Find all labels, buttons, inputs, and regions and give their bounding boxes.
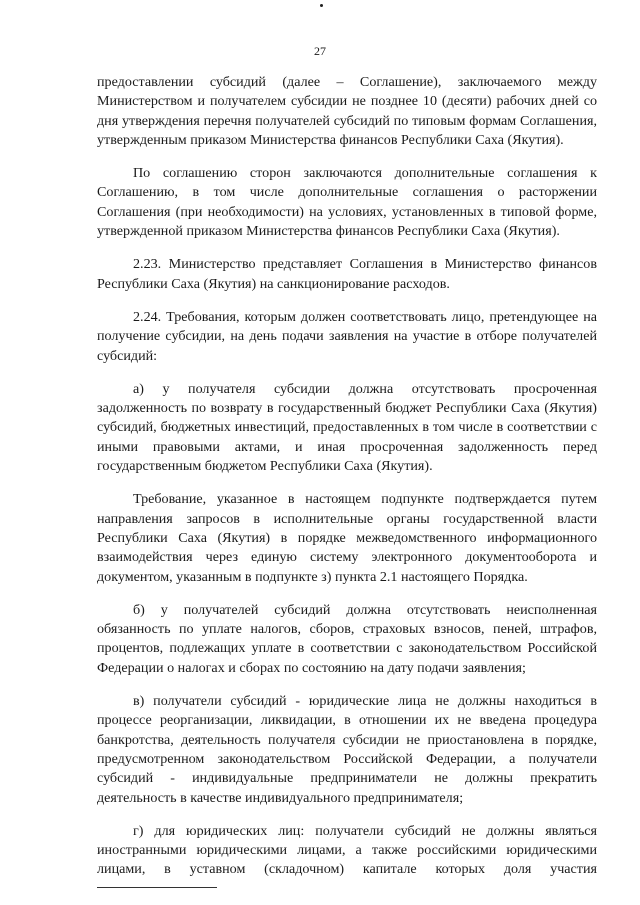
scan-mark	[320, 4, 323, 7]
page-number: 27	[314, 44, 326, 58]
paragraph: г) для юридических лиц: получатели субсидий не должны являться иностранными юридическими лицами, а также российскими юридическими лицами, в уставном (складочном) капитале которых доля участия	[97, 822, 597, 878]
paragraph: 2.24. Требования, которым должен соответствовать лицо, претендующее на получение субсидии, на день подачи заявления на участие в отборе получателей субсидий:	[97, 308, 597, 364]
paragraph: 2.23. Министерство представляет Соглашения в Министерство финансов Республики Саха (Якутия) на санкционирование расходов.	[97, 256, 597, 292]
paragraph: а) у получателя субсидии должна отсутствовать просроченная задолженность по возврату в государственный бюджет Республики Саха (Якутия) субсидий, бюджетных инвестиций, предоставленных в том числе в соответствии с иными правовыми актами, и иная просроченная задолженность перед государственным бюджетом Республики Саха (Якутия).	[97, 380, 597, 475]
paragraph: По соглашению сторон заключаются дополнительные соглашения к Соглашению, в том числе дополнительные соглашения о расторжении Соглашения (при необходимости) на условиях, установленных в типовой форме, утвержденной приказом Министерства финансов Республики Саха (Якутия).	[97, 165, 597, 240]
paragraph: б) у получателей субсидий должна отсутствовать неисполненная обязанность по уплате налогов, сборов, страховых взносов, пеней, штрафов, процентов, подлежащих уплате в соответствии с законодательством Российской Федерации о налогах и сборах по состоянию на дату подачи заявления;	[97, 601, 597, 676]
paragraph: предоставлении субсидий (далее – Соглашение), заключаемого между Министерством и получателем субсидии не позднее 10 (десяти) рабочих дней со дня утверждения перечня получателей субсидий по типовым формам Соглашения, утвержденным приказом Министерства финансов Республики Саха (Якутия).	[97, 74, 597, 148]
footnote-divider	[97, 887, 217, 888]
document-body	[97, 73, 597, 880]
paragraph: Требование, указанное в настоящем подпункте подтверждается путем направления запросов в исполнительные органы государственной власти Республики Саха (Якутия) в порядке межведомственного информационного взаимодействия через единую систему электронного документооборота и документом, указанным в подпункте з) пункта 2.1 настоящего Порядка.	[97, 491, 597, 585]
paragraph: в) получатели субсидий - юридические лица не должны находиться в процессе реорганизации, ликвидации, в отношении их не введена процедура банкротства, деятельность получателя субсидии не приостановлена в порядке, предусмотренном законодательством Российской Федерации, а получатели субсидий - индивидуальные предприниматели не должны прекратить деятельность в качестве индивидуального предпринимателя;	[97, 693, 597, 806]
